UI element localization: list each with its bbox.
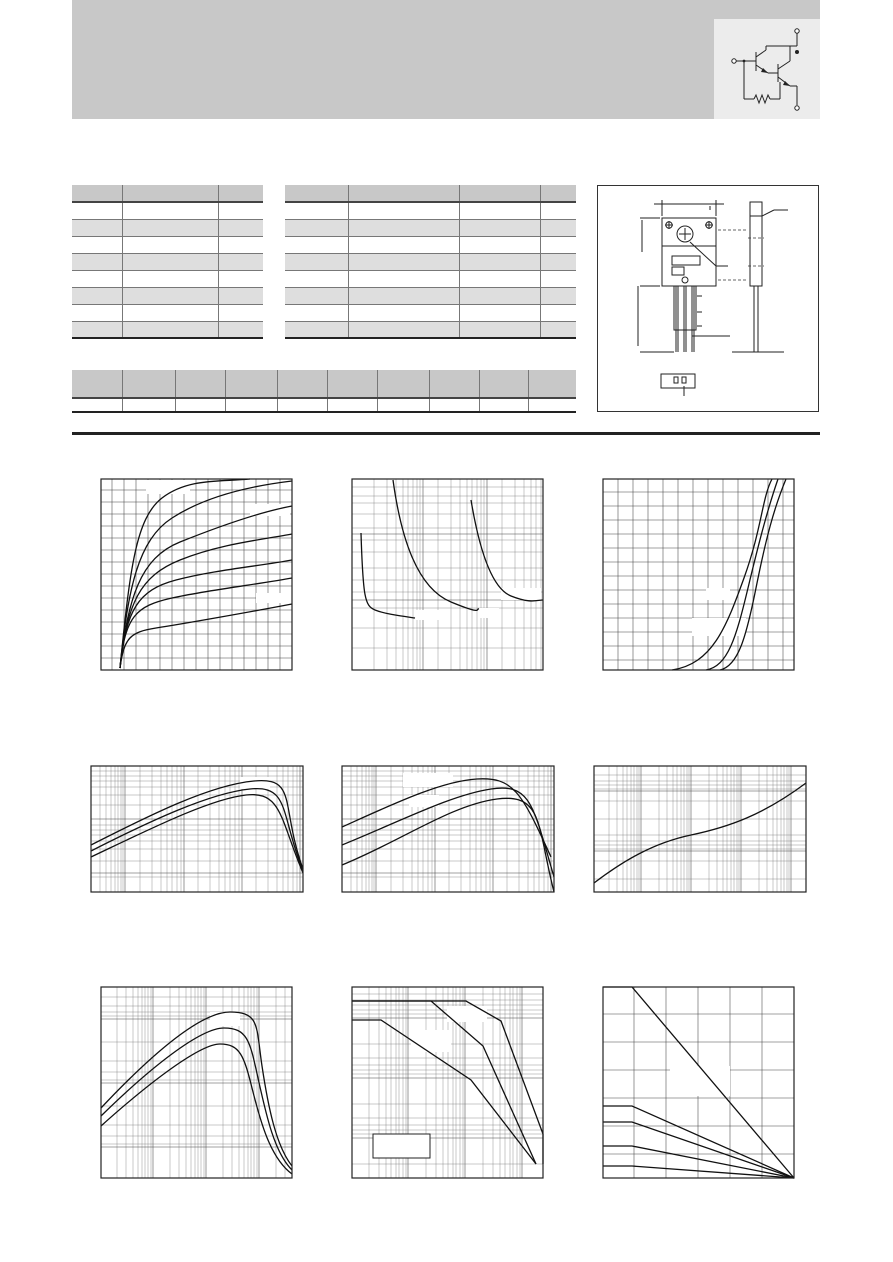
- chart-power-derating: [602, 986, 795, 1179]
- table-row: [285, 270, 576, 287]
- chart-series-line: [393, 480, 479, 610]
- chart-series-line: [120, 604, 292, 668]
- chart-curves: [342, 779, 554, 892]
- chart-series-line: [603, 1146, 794, 1178]
- chart-curves: [101, 1012, 292, 1174]
- chart-series-line: [706, 479, 778, 670]
- table-header-row: [72, 370, 576, 398]
- chart-frame: [603, 479, 794, 670]
- table-row: [72, 219, 263, 236]
- table-row: [285, 219, 576, 236]
- chart-series-line: [342, 779, 551, 857]
- typical-parameters-table: [72, 370, 576, 413]
- table-row: [72, 321, 263, 338]
- table-row: [72, 253, 263, 270]
- chart-legend-box: [373, 1134, 430, 1158]
- table-row: [72, 304, 263, 321]
- equivalent-circuit: [714, 19, 820, 119]
- chart-safe-operating-area: [351, 986, 544, 1179]
- chart-curves: [672, 479, 786, 670]
- table-row: [72, 236, 263, 253]
- chart-series-line: [120, 560, 292, 668]
- chart-grid: [352, 479, 543, 670]
- chart-saturation-voltage: [351, 478, 544, 671]
- table-row: [72, 270, 263, 287]
- chart-series-line: [120, 479, 250, 668]
- electrical-characteristics-table: [285, 185, 576, 339]
- chart-dc-current-gain: [90, 765, 304, 893]
- to220f-package-drawing: [598, 186, 820, 413]
- chart-transient-thermal-resistance: [593, 765, 807, 893]
- chart-series-line: [120, 578, 292, 668]
- chart-frame: [101, 987, 292, 1178]
- chart-grid: [101, 987, 292, 1178]
- table-header-row: [72, 185, 263, 202]
- chart-curves: [594, 783, 806, 883]
- darlington-circuit-diagram: [714, 19, 820, 119]
- chart-curves: [361, 480, 543, 618]
- table-row: [285, 202, 576, 219]
- table-row: [285, 321, 576, 338]
- table-row: [285, 236, 576, 253]
- chart-series-line: [594, 783, 806, 883]
- table-row: [285, 287, 576, 304]
- table-row: [285, 304, 576, 321]
- header-band: [72, 0, 820, 119]
- chart-output-characteristics: [100, 478, 293, 671]
- chart-series-line: [101, 1044, 292, 1174]
- chart-series-line: [603, 1122, 794, 1178]
- table-row: [285, 253, 576, 270]
- section-divider: [72, 432, 820, 435]
- chart-frame: [352, 479, 543, 670]
- chart-series-line: [471, 500, 543, 601]
- chart-grid: [603, 479, 794, 670]
- chart-series-line: [672, 479, 772, 670]
- chart-transfer-characteristics: [602, 478, 795, 671]
- table-header-row: [285, 185, 576, 202]
- chart-series-line: [101, 1028, 292, 1170]
- table-row: [72, 202, 263, 219]
- absolute-maximum-ratings-table: [72, 185, 263, 339]
- table-row: [72, 287, 263, 304]
- chart-series-line: [120, 506, 292, 668]
- chart-series-line: [603, 1106, 794, 1178]
- table-row: [72, 398, 576, 412]
- chart-frequency-response: [100, 986, 293, 1179]
- package-outline-drawing: [597, 185, 819, 412]
- chart-grid: [594, 766, 806, 892]
- chart-current-gain-temperature: [341, 765, 555, 893]
- chart-series-line: [361, 533, 415, 618]
